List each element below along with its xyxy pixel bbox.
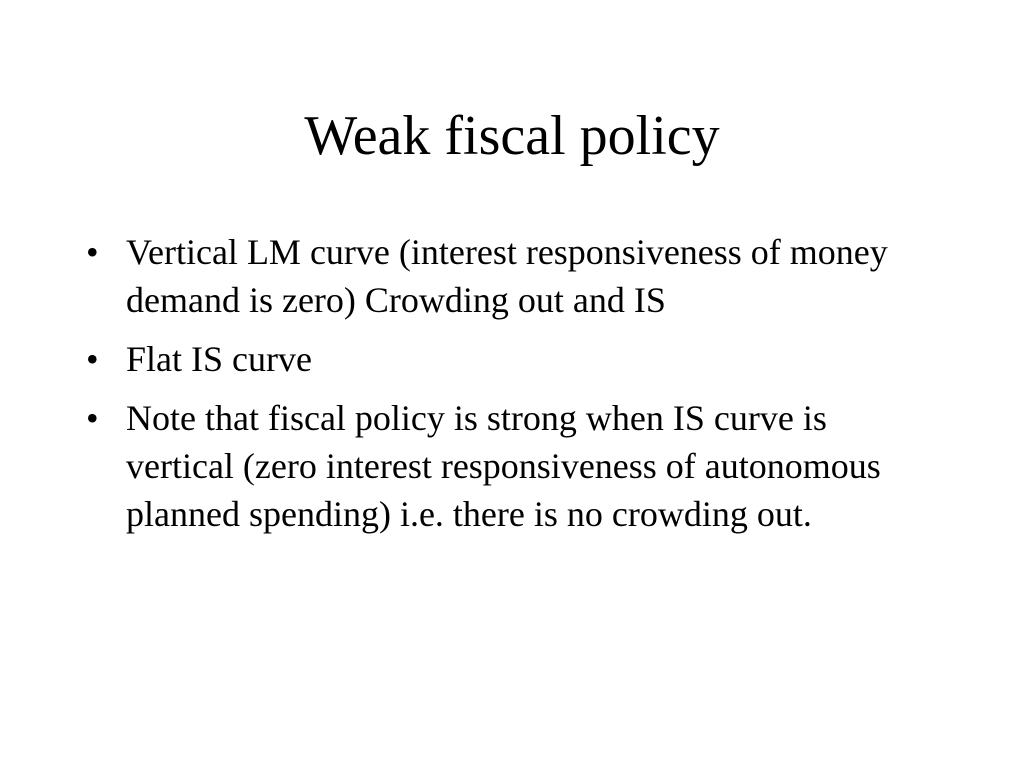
bullet-item xyxy=(86,228,926,324)
bullet-text: Flat IS curve xyxy=(126,339,312,379)
bullet-text: Note that fiscal policy is strong when IS curve is vertical (zero interest responsiveness of autonomous planned spending) i.e. there is no crowding out. xyxy=(126,398,881,534)
bullet-item xyxy=(86,335,926,383)
bullet-icon: • xyxy=(86,232,99,272)
bullet-icon: • xyxy=(86,398,99,438)
slide-title: Weak fiscal policy xyxy=(304,105,720,167)
bullet-list xyxy=(86,228,926,549)
bullet-icon: • xyxy=(86,339,99,379)
bullet-text: Vertical LM curve (interest responsiveness of money demand is zero) Crowding out and IS xyxy=(126,232,888,320)
bullet-item xyxy=(86,394,926,538)
